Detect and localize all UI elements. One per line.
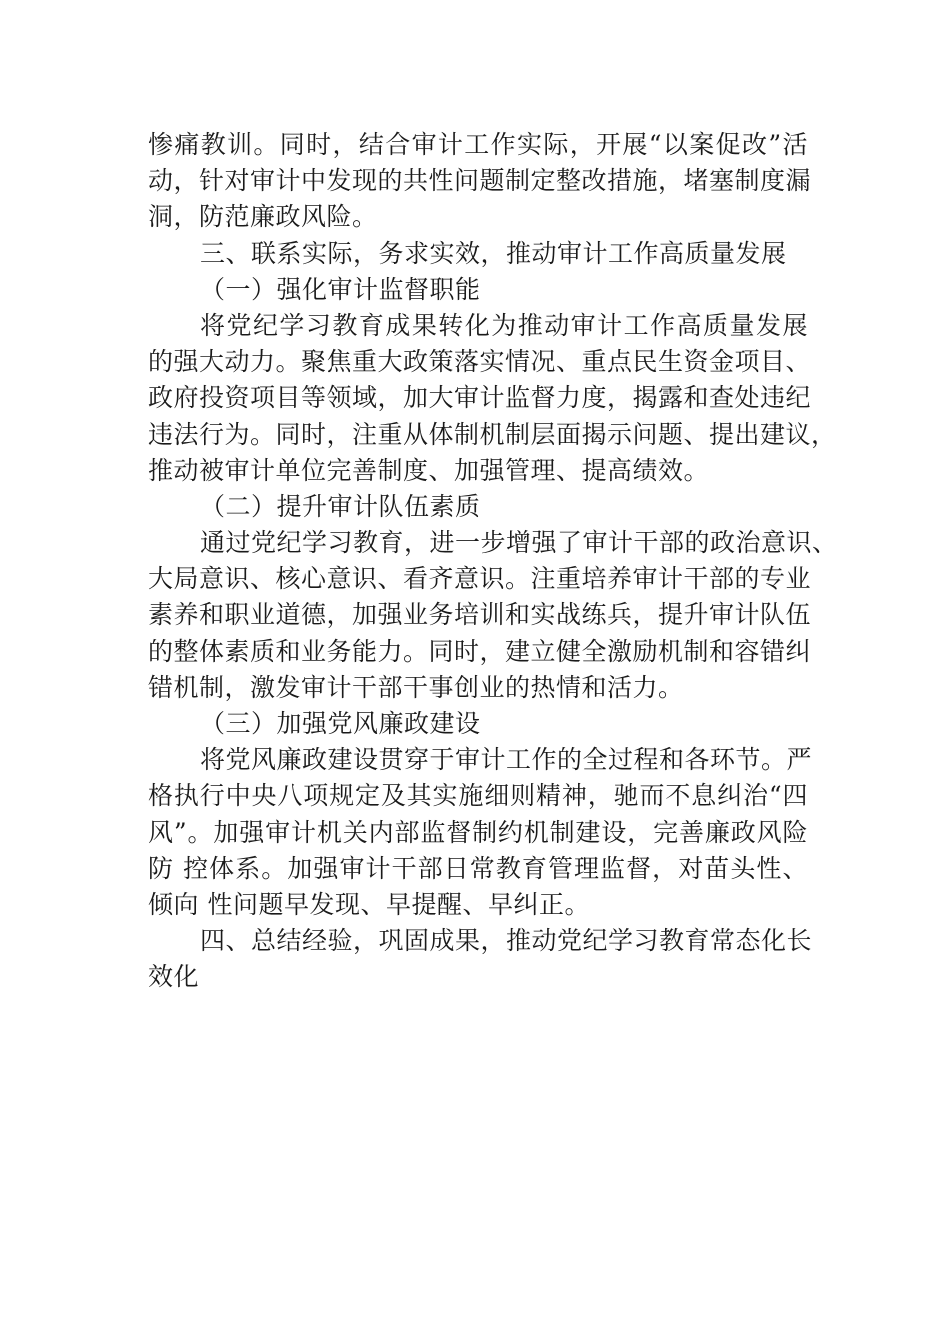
paragraph-line: 动，针对审计中发现的共性问题制定整改措施，堵塞制度漏 [148,166,812,196]
section-heading-line: 效化 [148,962,200,992]
subsection-heading-line: （三）加强党风廉政建设 [200,709,481,738]
section-heading-line: 四、总结经验，巩固成果，推动党纪学习教育常态化长 [200,926,813,956]
paragraph-line: 违法行为。同时，注重从体制机制层面揭示问题、提出建议， [148,419,837,449]
paragraph-line: 的整体素质和业务能力。同时，建立健全激励机制和容错纠 [148,636,812,666]
paragraph-line: 素养和职业道德，加强业务培训和实战练兵，提升审计队伍 [148,600,812,630]
paragraph-line: 错机制，激发审计干部干事创业的热情和活力。 [148,672,684,702]
paragraph-line: 将党纪学习教育成果转化为推动审计工作高质量发展 [200,310,808,340]
paragraph-line: 的强大动力。聚焦重大政策落实情况、重点民生资金项目、 [148,347,812,377]
paragraph-line: 惨痛教训。同时，结合审计工作实际，开展“以案促改”活 [148,130,808,159]
paragraph-line: 风”。加强审计机关内部监督制约机制建设，完善廉政风险 [148,817,808,847]
paragraph-line: 政府投资项目等领域，加大审计监督力度，揭露和查处违纪 [148,383,812,413]
paragraph-line: 洞，防范廉政风险。 [148,202,378,232]
paragraph-line: 大局意识、核心意识、看齐意识。注重培养审计干部的专业 [148,564,812,594]
section-heading-line: 三、联系实际，务求实效，推动审计工作高质量发展 [200,238,787,268]
paragraph-line: 格执行中央八项规定及其实施细则精神，驰而不息纠治“四 [148,781,808,811]
paragraph-line: 倾向 性问题早发现、早提醒、早纠正。 [148,889,590,919]
paragraph-line: 推动被审计单位完善制度、加强管理、提高绩效。 [148,455,710,485]
subsection-heading-line: （二）提升审计队伍素质 [200,491,481,521]
document-body [148,127,838,996]
paragraph-line: 将党风廉政建设贯穿于审计工作的全过程和各环节。严 [200,745,813,775]
subsection-heading-line: （一）强化审计监督职能 [200,274,481,304]
paragraph-line: 通过党纪学习教育，进一步增强了审计干部的政治意识、 [200,528,838,558]
paragraph-line: 防 控体系。加强审计干部日常教育管理监督，对苗头性、 [148,853,808,883]
